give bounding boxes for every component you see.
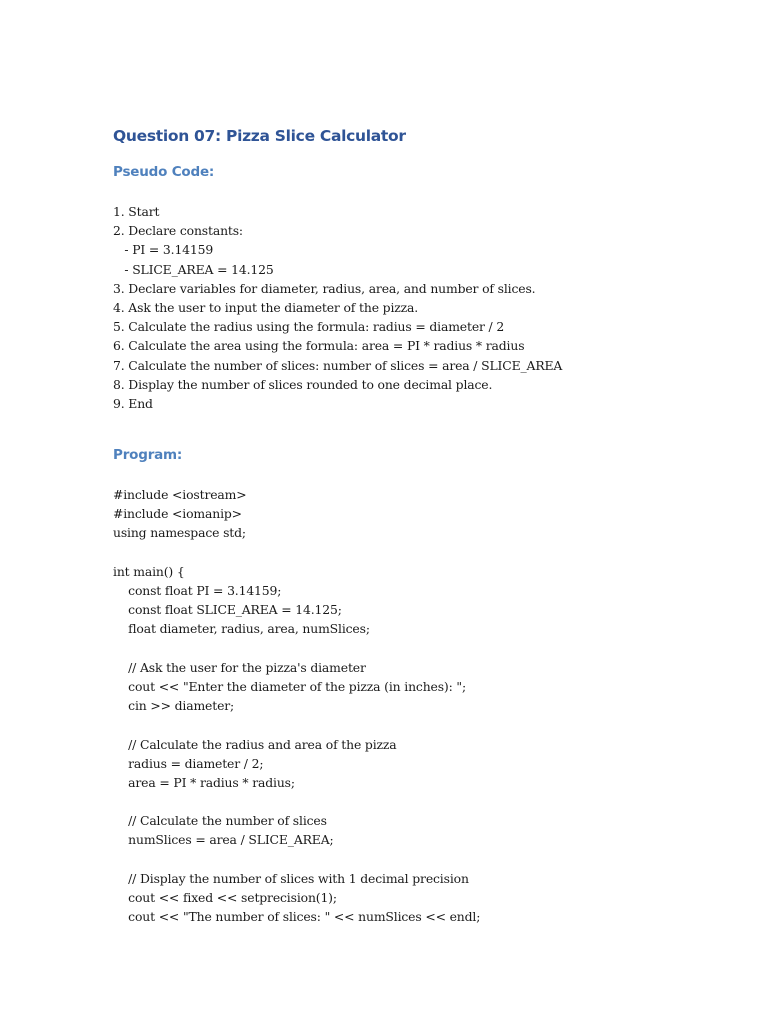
code-line: cout << fixed << setprecision(1); — [113, 890, 337, 905]
pseudo-code-line: 5. Calculate the radius using the formula: radius = diameter / 2 — [113, 319, 505, 335]
code-line: int main() { — [113, 563, 185, 579]
pseudo-code-line: 2. Declare constants: — [113, 223, 243, 239]
code-line: using namespace std; — [113, 525, 246, 541]
pseudo-code-line: 9. End — [113, 395, 153, 411]
pseudo-code-line: 4. Ask the user to input the diameter of the pizza. — [113, 299, 419, 315]
pseudo-code-line: 6. Calculate the area using the formula: area = PI * radius * radius — [113, 338, 525, 354]
code-line: cout << "The number of slices: " << numSlices << endl; — [113, 909, 481, 925]
code-line: const float SLICE_AREA = 14.125; — [113, 602, 342, 618]
document-content — [113, 124, 713, 926]
code-line: numSlices = area / SLICE_AREA; — [113, 832, 334, 848]
code-line: #include <iomanip> — [113, 506, 242, 522]
code-line — [113, 639, 713, 658]
code-line: cout << "Enter the diameter of the pizza (in inches): "; — [113, 678, 467, 694]
code-line: // Calculate the radius and area of the pizza — [113, 736, 397, 752]
pseudo-code-line: - PI = 3.14159 — [113, 242, 214, 258]
code-line: radius = diameter / 2; — [113, 755, 264, 771]
pseudo-code-line: 8. Display the number of slices rounded to one decimal place. — [113, 376, 493, 392]
code-line — [113, 792, 713, 811]
code-line — [113, 850, 713, 869]
code-line: cin >> diameter; — [113, 698, 235, 714]
code-line: float diameter, radius, area, numSlices; — [113, 621, 370, 637]
pseudo-code-line: 3. Declare variables for diameter, radius, area, and number of slices. — [113, 280, 536, 296]
program-code-block — [113, 485, 713, 926]
code-line: // Calculate the number of slices — [113, 813, 327, 829]
code-line: const float PI = 3.14159; — [113, 583, 282, 598]
code-line: // Display the number of slices with 1 decimal precision — [113, 870, 469, 886]
pseudo-code-line: 7. Calculate the number of slices: number of slices = area / SLICE_AREA — [113, 357, 563, 373]
program-heading: Program: — [113, 447, 183, 464]
code-line: area = PI * radius * radius; — [113, 774, 295, 790]
question-title: Question 07: Pizza Slice Calculator — [113, 127, 406, 145]
code-line — [113, 543, 713, 562]
code-line: // Ask the user for the pizza's diameter — [113, 659, 366, 675]
pseudo-code-heading: Pseudo Code: — [113, 164, 215, 180]
code-line — [113, 715, 713, 734]
pseudo-code-line: - SLICE_AREA = 14.125 — [113, 261, 274, 277]
code-line: #include <iostream> — [113, 487, 247, 503]
pseudo-code-line: 1. Start — [113, 204, 160, 219]
pseudo-code-list — [113, 202, 713, 413]
